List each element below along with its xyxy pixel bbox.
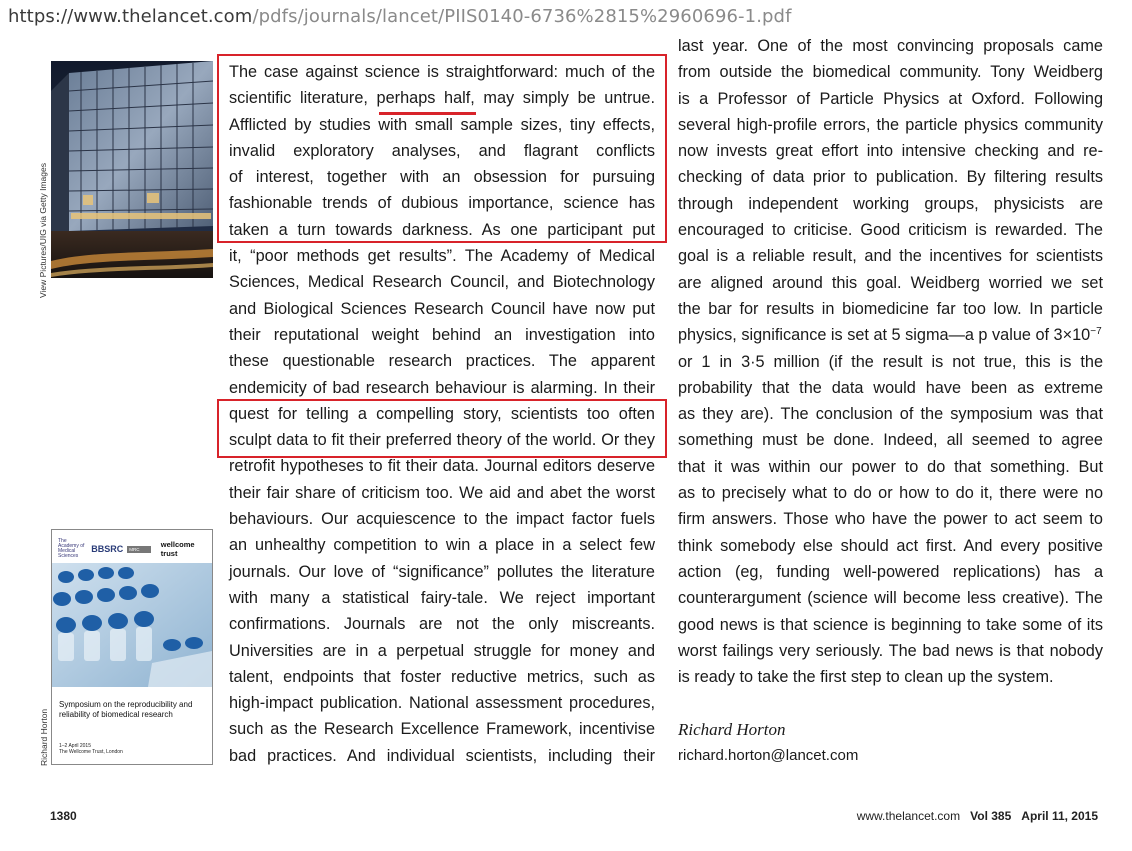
- symposium-cover-image: [51, 529, 213, 765]
- text-line: are aligned around this goal. Weidberg worried we set: [678, 273, 1103, 292]
- cover-title: Symposium on the reproducibility and reliability of biomedical research: [59, 700, 193, 719]
- text-line: or 1 in 3·5 million (if the result is not true, this is the: [678, 352, 1103, 371]
- text-line: from outside the biomedical community. Tony Weidberg: [678, 63, 1103, 82]
- text-line: of interest, together with an obsession for pursuing: [229, 168, 655, 187]
- text-line: quest for telling a compelling story, scientists too often: [229, 404, 655, 423]
- author-email[interactable]: richard.horton@lancet.com: [678, 747, 859, 765]
- author-name: Richard Horton: [678, 719, 786, 739]
- underline-perhaps-half: [379, 112, 476, 115]
- text-line: goal is a reliable result, and the incentives for scientists: [678, 247, 1103, 266]
- text-line: their reputational weight behind an investigation into: [229, 325, 655, 344]
- text-line: their fair share of criticism too. We aid and abet the worst: [229, 483, 655, 502]
- text-line: and Biological Sciences Research Council have now put: [229, 299, 655, 318]
- text-line: as to precisely what to do or how to do it, there were no: [678, 484, 1103, 503]
- text-line: Afflicted by studies with small sample sizes, tiny effects,: [229, 115, 655, 134]
- text-line: endemicity of bad research behaviour is alarming. In their: [229, 378, 655, 397]
- text-line-body: physics, significance is set at 5 sigma—a p value of 3×10: [678, 326, 1091, 345]
- cover-date-line: 1–2 April 2015: [59, 743, 91, 749]
- text-line: something must be done. Indeed, all seemed to agree: [678, 431, 1103, 450]
- footer-site: www.thelancet.com: [856, 809, 961, 823]
- text-line: as they are). The conclusion of the symposium was that: [678, 405, 1103, 424]
- text-line: an unhealthy competition to win a place in a select few: [229, 536, 655, 555]
- academy-logo: The Academy of Medical Sciences: [58, 538, 85, 559]
- text-line: think somebody else should act first. And every positive: [678, 536, 1103, 555]
- text-line: taken a turn towards darkness. As one participant put: [229, 220, 655, 239]
- text-line: counterargument (science will become less creative). The: [678, 589, 1103, 608]
- text-line: it, “poor methods get results”. The Academy of Medical: [229, 247, 655, 266]
- text-line: worst failings very seriously. The bad news is that nobody: [678, 641, 1103, 660]
- text-line: these questionable research practices. The apparent: [229, 352, 655, 371]
- text-line: confirmations. Journals are not the only miscreants.: [229, 615, 655, 634]
- text-line: talent, endpoints that foster reductive metrics, such as: [229, 667, 655, 686]
- text-line: The case against science is straightforward: much of the: [229, 63, 655, 81]
- text-line-with-exponent: [678, 322, 1103, 348]
- bbsrc-logo: BBSRC: [91, 544, 124, 554]
- text-line: high-impact publication. National assessment procedures,: [229, 694, 655, 713]
- text-line: with many a statistical fairy-tale. We reject important: [229, 588, 655, 607]
- text-line: good news is that science is beginning to take some of its: [678, 615, 1103, 634]
- text-line: last year. One of the most convincing proposals came: [678, 37, 1103, 55]
- text-line: action (eg, funding well-powered replications) has a: [678, 562, 1103, 581]
- text-line: probability that the data would have been as extreme: [678, 378, 1103, 397]
- text-line: sculpt data to fit their preferred theory of the world. Or they: [229, 431, 655, 450]
- highlight-box-top: [217, 54, 667, 243]
- highlight-box-middle: [217, 399, 667, 458]
- mrc-logo: MRC: [127, 546, 151, 553]
- text-line: firm answers. Those who have the power to act seem to: [678, 510, 1103, 529]
- text-line: bad practices. And individual scientists, including their: [229, 746, 655, 765]
- text-line: is a Professor of Particle Physics at Oxford. Following: [678, 89, 1103, 108]
- text-line: encouraged to criticise. Good criticism is rewarded. The: [678, 221, 1103, 240]
- text-line: such as the Research Excellence Framework, incentivise: [229, 720, 655, 739]
- text-line: several high-profile errors, the particle physics community: [678, 115, 1103, 134]
- cover-venue-line: The Wellcome Trust, London: [59, 749, 123, 755]
- text-line: invalid exploratory analyses, and flagrant conflicts: [229, 141, 655, 160]
- cover-logos: [58, 538, 212, 559]
- footer-volume: Vol 385: [970, 809, 1012, 823]
- footer-citation: [857, 809, 1098, 823]
- text-line: journals. Our love of “significance” pollutes the literature: [229, 562, 655, 581]
- address-bar-url[interactable]: [8, 6, 792, 27]
- text-line: through independent working groups, physicists are: [678, 194, 1103, 213]
- text-line: retrofit hypotheses to fit their data. Journal editors deserve: [229, 457, 655, 476]
- text-line: Universities are in a perpetual struggle for money and: [229, 641, 655, 660]
- exponent: −7: [1090, 326, 1102, 338]
- text-line: that it was within our power to do that something. But: [678, 457, 1103, 476]
- text-line: fashionable trends of dubious importance, science has: [229, 194, 655, 213]
- wellcome-logo: wellcome trust: [160, 540, 195, 558]
- page-number: 1380: [50, 809, 77, 823]
- lab-vials-image: [52, 563, 212, 687]
- text-line: the bar for results in biomedicine far too low. In particle: [678, 299, 1103, 318]
- text-line: Sciences, Medical Research Council, and Biotechnology: [229, 273, 655, 292]
- footer-date: April 11, 2015: [1021, 809, 1098, 823]
- text-line: now invests great effort into intensive checking and re-: [678, 142, 1103, 161]
- text-line: scientific literature, perhaps half, may simply be untrue.: [229, 89, 655, 108]
- url-path: /pdfs/journals/lancet/PIIS0140-6736%2815%2960696-1.pdf: [252, 6, 792, 27]
- building-photo: [51, 61, 213, 278]
- photo-credit: View Pictures/UIG via Getty Images: [38, 163, 48, 298]
- url-host: https://www.thelancet.com: [8, 6, 253, 27]
- article-column-2: [678, 33, 1103, 769]
- text-line: is ready to take the first step to clean up the system.: [678, 668, 1054, 687]
- cover-date: [59, 743, 209, 755]
- cover-credit: Richard Horton: [39, 708, 49, 766]
- text-line: behaviours. Our acquiescence to the impact factor fuels: [229, 510, 655, 529]
- text-line: checking of data prior to publication. By filtering results: [678, 168, 1103, 187]
